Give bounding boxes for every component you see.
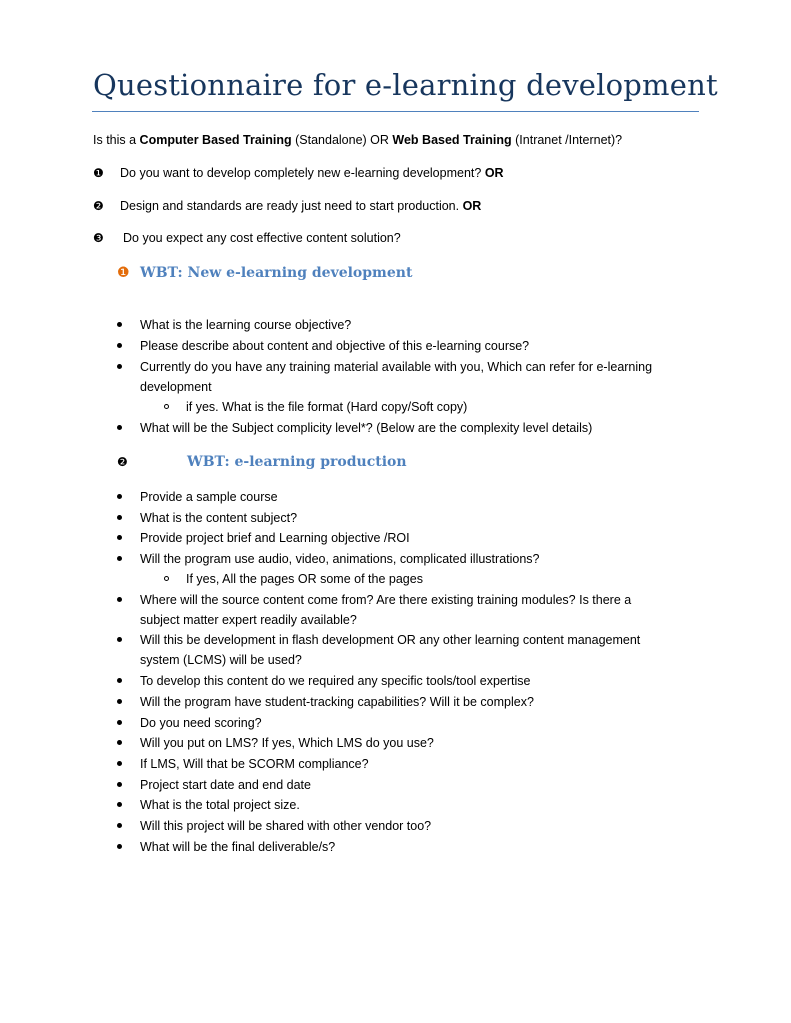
list-item: Will the program have student-tracking capabilities? Will it be complex?	[140, 695, 534, 709]
option-3-number: ❸	[93, 231, 104, 245]
bullet	[117, 740, 122, 745]
section-1-heading: WBT: New e-learning development	[140, 265, 413, 281]
section-1-number: ❶	[117, 265, 130, 281]
bullet	[117, 637, 122, 642]
list-item: If LMS, Will that be SCORM compliance?	[140, 757, 369, 771]
bullet	[117, 515, 122, 520]
option-1-text: Do you want to develop completely new e-learning development?	[120, 166, 485, 180]
bullet	[117, 802, 122, 807]
list-item: Provide a sample course	[140, 490, 278, 504]
section-2-number: ❷	[117, 455, 128, 469]
list-item: What will be the final deliverable/s?	[140, 840, 336, 854]
bullet	[117, 425, 122, 430]
bullet	[117, 823, 122, 828]
intro-text-1: Is this a	[93, 133, 140, 147]
option-2	[120, 199, 481, 213]
sub-bullet	[164, 576, 169, 581]
list-item: Currently do you have any training material available with you, Which can refer for e-learning	[140, 360, 653, 374]
page-title: Questionnaire for e-learning development	[93, 68, 718, 102]
list-item: Will this be development in flash development OR any other learning content management	[140, 633, 641, 647]
option-1	[120, 166, 504, 180]
list-item: Do you need scoring?	[140, 716, 262, 730]
sub-bullet	[164, 404, 169, 409]
bullet	[117, 699, 122, 704]
list-item: Will you put on LMS? If yes, Which LMS do you use?	[140, 736, 434, 750]
sub-list-item: If yes, All the pages OR some of the pages	[186, 572, 423, 586]
bullet	[117, 494, 122, 499]
list-item: Will this project will be shared with other vendor too?	[140, 819, 432, 833]
bullet	[117, 782, 122, 787]
intro-question	[93, 133, 622, 147]
section-2-heading: WBT: e-learning production	[187, 454, 407, 470]
list-item-continuation: development	[140, 380, 212, 394]
bullet	[117, 535, 122, 540]
list-item: What is the content subject?	[140, 511, 298, 525]
bullet	[117, 844, 122, 849]
intro-text-2: (Standalone) OR	[291, 133, 393, 147]
list-item: What will be the Subject complicity level*? (Below are the complexity level details)	[140, 421, 593, 435]
option-1-number: ❶	[93, 166, 104, 180]
list-item-continuation: system (LCMS) will be used?	[140, 653, 302, 667]
intro-bold-wbt: Web Based Training	[392, 133, 512, 147]
list-item: Will the program use audio, video, animations, complicated illustrations?	[140, 552, 540, 566]
bullet	[117, 678, 122, 683]
option-1-or: OR	[484, 166, 504, 180]
list-item: Where will the source content come from? Are there existing training modules? Is there a	[140, 593, 632, 607]
intro-text-3: (Intranet /Internet)?	[511, 133, 623, 147]
list-item: What is the total project size.	[140, 798, 300, 812]
bullet	[117, 322, 122, 327]
title-underline	[92, 111, 699, 112]
option-2-number: ❷	[93, 199, 104, 213]
list-item: What is the learning course objective?	[140, 318, 352, 332]
list-item-continuation: subject matter expert readily available?	[140, 613, 357, 627]
list-item: Provide project brief and Learning objective /ROI	[140, 531, 410, 545]
option-3-text: Do you expect any cost effective content solution?	[123, 231, 401, 245]
bullet	[117, 343, 122, 348]
option-2-text: Design and standards are ready just need to start production.	[120, 199, 463, 213]
bullet	[117, 364, 122, 369]
bullet	[117, 597, 122, 602]
option-2-or: OR	[462, 199, 482, 213]
intro-bold-cbt: Computer Based Training	[139, 133, 292, 147]
bullet	[117, 761, 122, 766]
bullet	[117, 556, 122, 561]
list-item: Project start date and end date	[140, 778, 311, 792]
list-item: Please describe about content and objective of this e-learning course?	[140, 339, 530, 353]
bullet	[117, 720, 122, 725]
sub-list-item: if yes. What is the file format (Hard copy/Soft copy)	[186, 400, 468, 414]
list-item: To develop this content do we required any specific tools/tool expertise	[140, 674, 531, 688]
